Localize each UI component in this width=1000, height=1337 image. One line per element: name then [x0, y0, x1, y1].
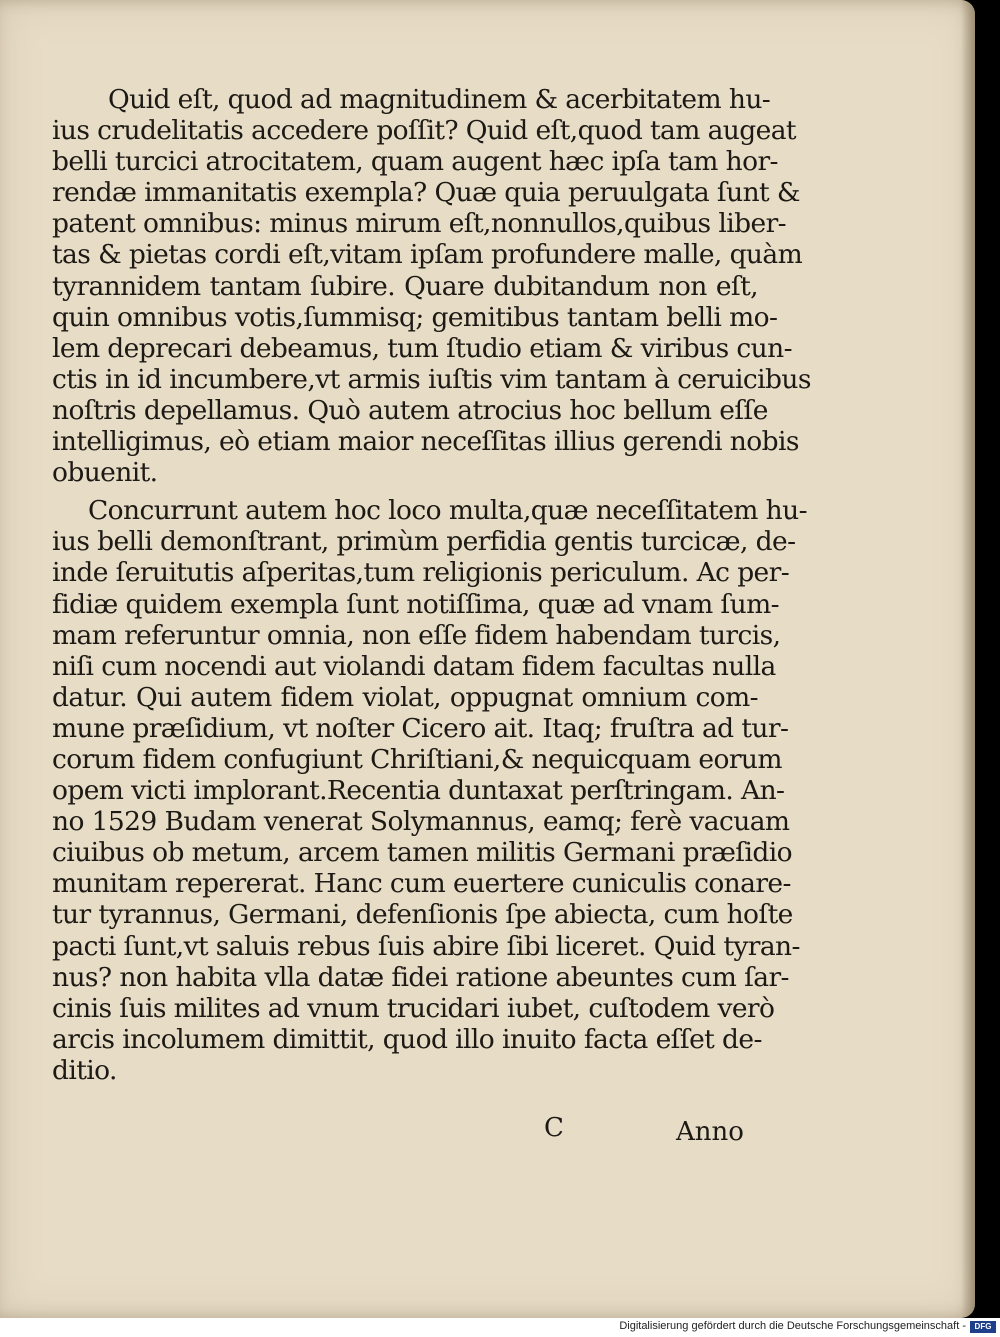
- text-line: munitam repererat. Hanc cum euertere cuniculis conare-: [52, 868, 791, 900]
- text-line: obuenit.: [52, 457, 158, 489]
- text-line: belli turcici atrocitatem, quam augent hæc ipſa tam hor-: [52, 146, 778, 178]
- catchword: Anno: [676, 1117, 744, 1147]
- page-footer: [52, 1113, 758, 1153]
- text-line: Concurrunt autem hoc loco multa,quæ neceſſitatem hu-: [88, 495, 807, 527]
- text-line: opem victi implorant.Recentia duntaxat perſtringam. An-: [52, 775, 785, 807]
- text-line: fidiæ quidem exempla ſunt notiſſima, quæ ad vnam ſum-: [52, 588, 779, 620]
- text-line: inde ſeruitutis aſperitas,tum religionis periculum. Ac per-: [52, 557, 790, 589]
- text-line: niſi cum nocendi aut violandi datam fidem facultas nulla: [52, 650, 776, 682]
- text-line: cinis ſuis milites ad vnum trucidari iubet, cuſtodem verò: [52, 992, 775, 1024]
- text-line: datur. Qui autem fidem violat, oppugnat omnium com-: [52, 681, 758, 713]
- text-line: mune præſidium, vt noſter Cicero ait. Itaq; fruſtra ad tur-: [52, 712, 789, 744]
- text-line: ciuibus ob metum, arcem tamen militis Germani præſidio: [52, 837, 792, 869]
- paragraph-2: [52, 495, 807, 1086]
- text-line: arcis incolumem dimittit, quod illo inuito facta eſſet de-: [52, 1023, 762, 1055]
- text-line: quin omnibus votis,ſummisq; gemitibus tantam belli mo-: [52, 301, 778, 333]
- text-line: patent omnibus: minus mirum eſt,nonnullos,quibus liber-: [52, 208, 786, 240]
- text-line: noſtris depellamus. Quò autem atrocius hoc bellum eſſe: [52, 394, 768, 426]
- digitization-credit-text: Digitalisierung gefördert durch die Deutsche Forschungsgemeinschaft -: [619, 1320, 966, 1332]
- text-line: ditio.: [52, 1054, 117, 1086]
- text-line: ius belli demonſtrant, primùm perfidia gentis turcicæ, de-: [52, 526, 796, 558]
- text-line: rendæ immanitatis exempla? Quæ quia peruulgata ſunt &: [52, 177, 800, 209]
- text-line: ctis in id incumbere,vt armis iuſtis vim tantam à ceruicibus: [52, 363, 811, 395]
- text-line: tyrannidem tantam ſubire. Quare dubitandum non eſt,: [52, 270, 758, 302]
- text-line: pacti ſunt,vt saluis rebus ſuis abire ſibi liceret. Quid tyran-: [52, 930, 800, 962]
- text-line: corum fidem confugiunt Chriſtiani,& nequicquam eorum: [52, 743, 782, 775]
- digitization-credit-bar: [0, 1318, 1000, 1337]
- paragraph-1: [52, 84, 811, 489]
- text-line: Quid eſt, quod ad magnitudinem & acerbitatem hu-: [108, 84, 771, 115]
- text-line: intelligimus, eò etiam maior neceſſitas illius gerendi nobis: [52, 426, 799, 458]
- text-line: tur tyrannus, Germani, defenſionis ſpe abiecta, cum hoſte: [52, 899, 793, 931]
- text-line: ius crudelitatis accedere poſſit? Quid eſt,quod tam augeat: [52, 115, 796, 147]
- dfg-logo-icon: DFG: [970, 1321, 996, 1333]
- text-line: mam referuntur omnia, non eſſe fidem habendam turcis,: [52, 619, 781, 651]
- body-text: [52, 84, 811, 1093]
- text-line: no 1529 Budam venerat Solymannus, eamq; ferè vacuam: [52, 806, 790, 838]
- signature-mark: C: [544, 1113, 564, 1143]
- text-line: lem deprecari debeamus, tum ſtudio etiam & viribus cun-: [52, 332, 792, 364]
- text-line: tas & pietas cordi eſt,vitam ipſam profundere malle, quàm: [52, 239, 803, 271]
- text-line: nus? non habita vlla datæ fidei ratione abeuntes cum ſar-: [52, 961, 789, 993]
